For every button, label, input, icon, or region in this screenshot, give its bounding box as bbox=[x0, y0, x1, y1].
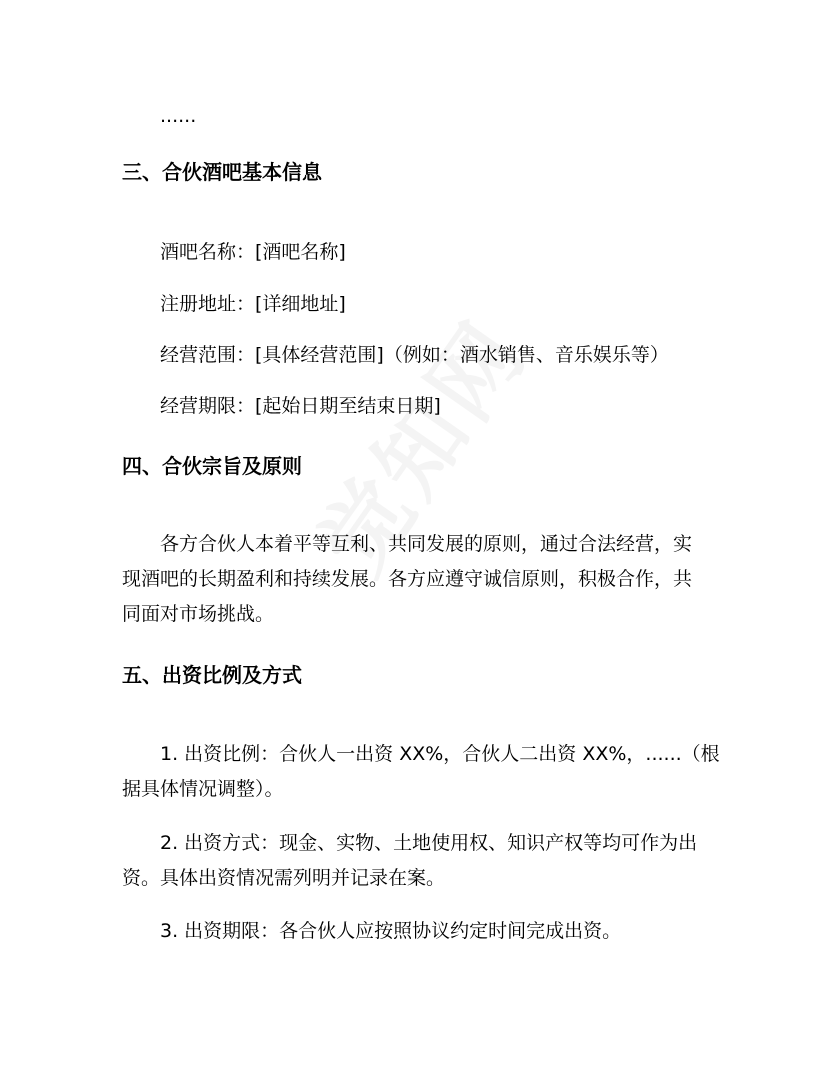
section-4-paragraph-line-3: 同面对市场挑战。 bbox=[122, 603, 275, 625]
section-5-heading: 五、出资比例及方式 bbox=[122, 663, 302, 687]
section-3-heading: 三、合伙酒吧基本信息 bbox=[122, 160, 322, 184]
contribution-method-line-2: 资。具体出资情况需列明并记录在案。 bbox=[122, 867, 446, 889]
field-business-scope: 经营范围：[具体经营范围]（例如：酒水销售、音乐娱乐等） bbox=[160, 344, 669, 366]
ellipsis-line: ...... bbox=[160, 105, 197, 127]
section-4-heading: 四、合伙宗旨及原则 bbox=[122, 454, 302, 478]
section-4-paragraph-line-1: 各方合伙人本着平等互利、共同发展的原则，通过合法经营，实 bbox=[160, 533, 693, 555]
field-bar-name: 酒吧名称：[酒吧名称] bbox=[160, 241, 346, 263]
contribution-ratio-line-2: 据具体情况调整）。 bbox=[122, 778, 284, 800]
contribution-ratio-line-1: 1. 出资比例：合伙人一出资 XX%，合伙人二出资 XX%，......（根 bbox=[160, 743, 720, 765]
field-business-term: 经营期限：[起始日期至结束日期] bbox=[160, 395, 441, 417]
section-4-paragraph-line-2: 现酒吧的长期盈利和持续发展。各方应遵守诚信原则，积极合作，共 bbox=[122, 568, 693, 590]
contribution-deadline-line: 3. 出资期限：各合伙人应按照协议约定时间完成出资。 bbox=[160, 920, 622, 942]
field-registered-address: 注册地址：[详细地址] bbox=[160, 293, 346, 315]
contribution-method-line-1: 2. 出资方式：现金、实物、土地使用权、知识产权等均可作为出 bbox=[160, 832, 698, 854]
